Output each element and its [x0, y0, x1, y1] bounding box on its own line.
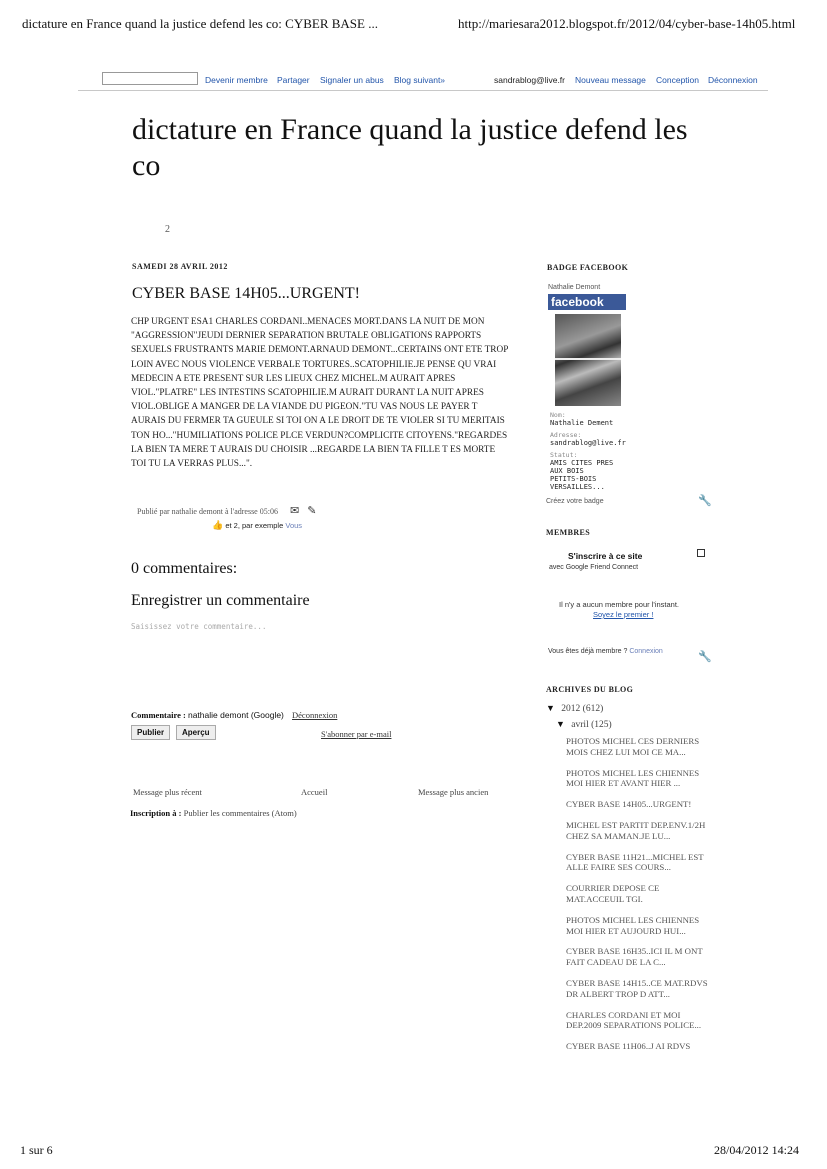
thumbs-up-icon[interactable]: 👍 — [212, 520, 224, 530]
print-datetime: 28/04/2012 14:24 — [714, 1143, 800, 1157]
comment-textarea[interactable]: Saisissez votre commentaire... — [131, 622, 267, 631]
archive-month-row[interactable] — [556, 719, 612, 730]
preview-button[interactable]: Aperçu — [176, 725, 216, 740]
wrench-icon[interactable]: 🔧 — [698, 651, 712, 663]
archive-post-link[interactable]: CHARLES CORDANI ET MOI DEP.2009 SEPARATIONS POLICE... — [566, 1009, 702, 1031]
comment-as-label: Commentaire : — [131, 710, 186, 720]
navbar-search-input[interactable] — [102, 72, 198, 85]
likes-text: et 2, par exemple — [225, 521, 284, 530]
no-members-text: Il n'y a aucun membre pour l'instant. — [559, 600, 680, 609]
print-page-title: dictature en France quand la justice defend les co: CYBER BASE ... — [22, 16, 378, 31]
post-date-header: SAMEDI 28 AVRIL 2012 — [132, 262, 228, 271]
navbar-design-link[interactable]: Conception — [656, 75, 700, 85]
create-badge-link[interactable]: Créez votre badge — [546, 498, 604, 505]
badge-value-address: sandrablog@live.fr — [550, 439, 626, 447]
friend-connect-text: avec Google Friend Connect — [549, 564, 639, 571]
navbar-user-email: sandrablog@live.fr — [494, 75, 565, 85]
comment-logout-link[interactable]: Déconnexion — [292, 710, 338, 720]
likes-you[interactable]: Vous — [285, 521, 303, 530]
navbar-logout-link[interactable]: Déconnexion — [708, 75, 758, 85]
publish-button[interactable]: Publier — [131, 725, 170, 740]
popup-icon[interactable] — [697, 549, 705, 557]
blog-description: 2 — [165, 224, 170, 235]
badge-value-name: Nathalie Dement — [550, 419, 614, 427]
badge-field-status: Statut: — [550, 451, 578, 459]
archive-post-link[interactable]: CYBER BASE 14H05...URGENT! — [566, 799, 692, 810]
subscription-row — [130, 808, 297, 818]
post-title[interactable]: CYBER BASE 14H05...URGENT! — [132, 285, 361, 302]
archive-post-link[interactable]: COURRIER DEPOSE CE MAT.ACCEUIL TGI. — [566, 883, 660, 904]
older-post-link[interactable]: Message plus ancien — [418, 787, 489, 797]
archive-post-link[interactable]: CYBER BASE 14H15..CE MAT.RDVS DR ALBERT TROP D ATT... — [566, 977, 708, 999]
already-member-text: Vous êtes déjà membre ? — [548, 648, 628, 655]
archive-post-link[interactable]: PHOTOS MICHEL CES DERNIERS MOIS CHEZ LUI MOI CE MA... — [566, 736, 700, 757]
comment-as-row — [131, 710, 337, 720]
navbar-join-link[interactable]: Devenir membre — [205, 75, 268, 85]
home-link[interactable]: Accueil — [301, 787, 328, 797]
badge-status-line: AUX BOIS — [550, 467, 584, 475]
subscribe-email-link[interactable]: S'abonner par e-mail — [321, 729, 392, 739]
badge-status-line: PETITS-BOIS — [550, 475, 597, 483]
archive-year[interactable]: 2012 — [561, 704, 581, 714]
connect-link[interactable]: Connexion — [629, 648, 663, 655]
post-likes — [212, 520, 302, 531]
archive-post-link[interactable]: PHOTOS MICHEL LES CHIENNES MOI HIER ET AVANT HIER ... — [566, 767, 700, 789]
archive-year-row[interactable] — [546, 703, 603, 714]
comments-count: 0 commentaires: — [131, 560, 238, 577]
badge-field-address: Adresse: — [550, 431, 582, 439]
atom-feed-link[interactable]: Publier les commentaires (Atom) — [183, 808, 297, 818]
blogger-navbar — [78, 68, 768, 91]
badge-status-line: AMIS CITES PRES — [550, 459, 614, 467]
newer-post-link[interactable]: Message plus récent — [133, 787, 202, 797]
post-comment-heading: Enregistrer un commentaire — [131, 592, 310, 609]
navbar-share-link[interactable]: Partager — [277, 75, 310, 85]
archive-post-link[interactable]: MICHEL EST PARTIT DEP.ENV.1/2H CHEZ SA MAMAN.JE LU... — [566, 819, 706, 841]
join-site-link[interactable]: S'inscrire à ce site — [568, 551, 643, 561]
archive-post-link[interactable]: CYBER BASE 11H21...MICHEL EST ALLE FAIRE SES COURS... — [566, 851, 704, 873]
badge-status-line: VERSAILLES... — [550, 483, 605, 491]
expand-triangle-icon[interactable]: ▼ — [556, 719, 565, 729]
blog-title[interactable]: dictature en France quand la justice defend les co — [132, 113, 688, 182]
navbar-next-blog-link[interactable]: Blog suivant» — [394, 75, 446, 85]
post-body: CHP URGENT ESA1 CHARLES CORDANI..MENACES MORT.DANS LA NUIT DE MON "AGGRESSION"JEUDI DERNIER SEPARATION BRUTALE OBLIGATIONS RAPPORTS SEXUELS FRUSTRANTS MARIE DEMONT.ARNAUD DEMONT...CERTAINS ONT ETE TROP LOIN AVEC NOUS VIOLENCE VERBALE TORTURES..SCATOPHILIE.JE PENSE QU VRAI MEDECIN A ETE PRESENT SUR LES LIEUX CHEZ MICHEL.M AURAIT APRES VIOL."PLATRE" LES INTESTINS SCATOPHILIE.M AURAIT DURANT LA NUIT APRES VIOL.OBLIGE A MANGER DE LA VIANDE DU PIGEON."TU VAS NOUS LE PAYER T AURAIS DU FERMER TA GUEULE SI TOI ON A LE DROIT DE TE VIOLER SI TU MERITAIS TON HO..."HUMILIATIONS POLICE PLCE VERDUN?COMPLICITE CITOYENS."REGARDES LA BIEN TA MERE T AURAIS DU CHOISIR ...REGARDE LA BIEN TA FILLE T ES MORTE TOI TU LA VERRAS PLUS...". — [131, 317, 509, 470]
archive-post-link[interactable]: CYBER BASE 16H35..ICI IL M ONT FAIT CADEAU DE LA C... — [566, 946, 703, 968]
edit-pencil-icon[interactable]: ✎ — [307, 505, 317, 517]
comment-as-identity[interactable]: nathalie demont (Google) — [187, 710, 284, 720]
badge-field-name: Nom: — [550, 411, 566, 419]
print-page-url: http://mariesara2012.blogspot.fr/2012/04/cyber-base-14h05.html — [458, 16, 796, 31]
members-heading: MEMBRES — [546, 528, 591, 537]
wrench-icon[interactable]: 🔧 — [698, 495, 712, 507]
archive-year-count: (612) — [582, 704, 604, 714]
be-first-link[interactable]: Soyez le premier ! — [593, 610, 654, 619]
post-author-time: Publié par nathalie demont à l'adresse 05:06 — [137, 507, 278, 516]
expand-triangle-icon[interactable]: ▼ — [546, 703, 555, 713]
badge-heading: BADGE FACEBOOK — [547, 263, 629, 272]
archive-post-list — [566, 736, 716, 1062]
archive-month-count: (125) — [591, 720, 612, 730]
navbar-report-link[interactable]: Signaler un abus — [320, 75, 384, 85]
archive-post-link[interactable]: CYBER BASE 11H06..J AI RDVS — [566, 1041, 691, 1052]
post-footer — [137, 504, 316, 517]
profile-photo[interactable] — [555, 314, 621, 406]
print-page-number: 1 sur 6 — [20, 1143, 53, 1157]
subscription-label: Inscription à : — [130, 808, 182, 818]
badge-name-link[interactable]: Nathalie Demont — [548, 284, 601, 291]
archive-heading: ARCHIVES DU BLOG — [546, 685, 634, 694]
archive-month[interactable]: avril — [571, 720, 589, 730]
navbar-new-post-link[interactable]: Nouveau message — [575, 75, 646, 85]
archive-post-link[interactable]: PHOTOS MICHEL LES CHIENNES MOI HIER ET AUJOURD HUI... — [566, 914, 700, 936]
facebook-logo[interactable]: facebook — [548, 294, 626, 310]
already-member-row — [548, 648, 663, 655]
email-post-icon[interactable]: ✉ — [289, 505, 300, 517]
